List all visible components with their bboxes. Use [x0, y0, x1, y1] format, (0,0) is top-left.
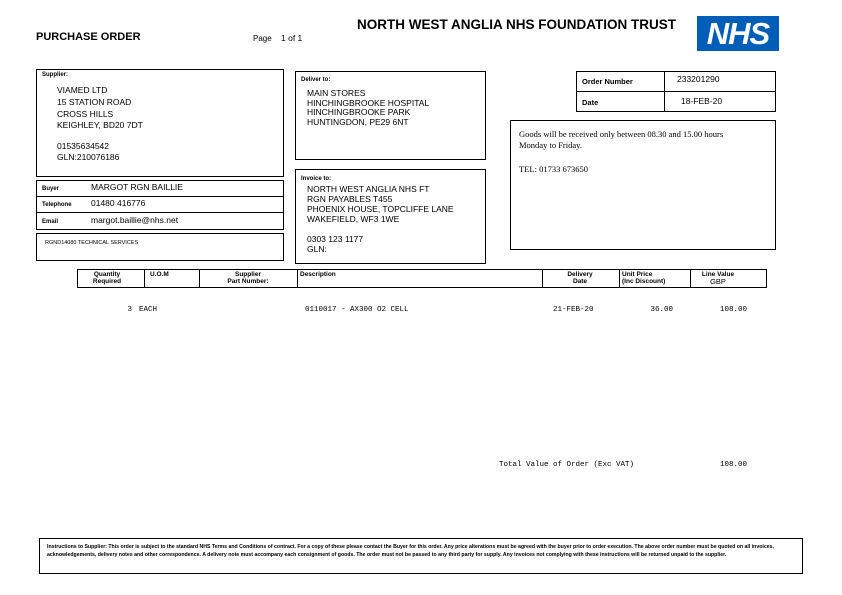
- date-label: Date: [582, 98, 599, 107]
- column-header-quantity: Quantity Required: [92, 271, 122, 285]
- goods-note-telephone: TEL: 01733 673650: [519, 164, 588, 174]
- invoice-to-box: [295, 169, 486, 264]
- buyer-box: [36, 180, 284, 230]
- row-delivery-date: 21-FEB-20: [553, 306, 594, 314]
- supplier-instructions: [39, 538, 803, 574]
- row-uom: EACH: [139, 306, 158, 314]
- total-value: 108.00: [719, 461, 747, 469]
- supplier-address-line: KEIGHLEY, BD20 7DT: [57, 120, 143, 130]
- column-header-unit-price: Unit Price (Inc Discount): [622, 271, 666, 285]
- supplier-address-line: CROSS HILLS: [57, 109, 114, 119]
- invoice-to-line: RGN PAYABLES T455: [307, 194, 393, 204]
- deliver-to-line: HINCHINGBROOKE HOSPITAL: [307, 98, 430, 108]
- goods-note-line: Monday to Friday.: [519, 140, 582, 150]
- column-header-line-value: Line Value GBP: [701, 271, 735, 286]
- invoice-to-label: Invoice to:: [301, 176, 332, 182]
- supplier-label: Supplier:: [42, 72, 69, 78]
- supplier-name: VIAMED LTD: [57, 85, 108, 95]
- department-code: RGND14080 TECHNICAL SERVICES: [45, 240, 139, 246]
- page-number: 1 of 1: [281, 33, 303, 43]
- deliver-to-line: HUNTINGDON, PE29 6NT: [307, 117, 409, 127]
- department-box: [36, 233, 284, 261]
- column-header-description: Description: [300, 271, 336, 278]
- buyer-email[interactable]: margot.baillie@nhs.net: [91, 215, 179, 225]
- deliver-to-line: MAIN STORES: [307, 88, 366, 98]
- goods-note-line: Goods will be received only between 08.30 and 15.00 hours: [519, 129, 724, 139]
- telephone-label: Telephone: [42, 202, 72, 208]
- instructions-text: Instructions to Supplier: This order is subject to the standard NHS Terms and Conditions of contract. For a copy of these please contact the Buyer for this order. Any price alterations must be agreed with the buyer prior to order execution. The above order number must be quoted on all invoices, acknowledgements, delivery notes and other correspondence. A delivery note must accompany each consignment of goods. The order must not be passed to any third party for supply. Any invoices not complying with these instructions will be returned unpaid to the supplier.: [47, 544, 774, 558]
- row-quantity: 3: [127, 306, 132, 314]
- supplier-gln: GLN:210076186: [57, 152, 120, 162]
- row-description: 0110017 - AX300 O2 CELL: [305, 306, 409, 314]
- buyer-name: MARGOT RGN BAILLIE: [91, 182, 183, 192]
- deliver-to-line: HINCHINGBROOKE PARK: [307, 107, 411, 117]
- invoice-to-line: WAKEFIELD, WF3 1WE: [307, 214, 400, 224]
- email-label: Email: [42, 219, 59, 225]
- row-unit-price: 36.00: [650, 306, 673, 314]
- column-header-supplier-part: Supplier Part Number:: [227, 271, 269, 285]
- table-row: [0, 306, 842, 316]
- nhs-logo: NHS: [697, 16, 779, 51]
- buyer-label: Buyer: [42, 186, 60, 192]
- invoice-to-gln: GLN:: [307, 244, 327, 254]
- document-title: PURCHASE ORDER: [36, 31, 141, 43]
- order-date: 18-FEB-20: [681, 96, 723, 106]
- order-number-label: Order Number: [582, 77, 633, 86]
- column-header-uom: U.O.M: [150, 271, 169, 278]
- row-line-value: 108.00: [719, 306, 747, 314]
- goods-receipt-note: [510, 120, 776, 250]
- deliver-to-label: Deliver to:: [301, 77, 331, 83]
- supplier-box: [36, 69, 284, 177]
- total-label: Total Value of Order (Exc VAT): [499, 461, 635, 469]
- supplier-address-line: 15 STATION ROAD: [57, 97, 132, 107]
- order-info-box: [576, 71, 776, 112]
- invoice-to-line: NORTH WEST ANGLIA NHS FT: [307, 184, 430, 194]
- trust-name: NORTH WEST ANGLIA NHS FOUNDATION TRUST: [357, 17, 676, 32]
- page-label: Page: [253, 34, 272, 43]
- invoice-to-line: PHOENIX HOUSE, TOPCLIFFE LANE: [307, 204, 454, 214]
- order-number: 233201290: [677, 74, 720, 84]
- buyer-telephone: 01480 416776: [91, 198, 146, 208]
- invoice-to-phone: 0303 123 1177: [307, 234, 364, 244]
- supplier-phone: 01535634542: [57, 141, 110, 151]
- column-header-delivery-date: Delivery Date: [567, 271, 593, 285]
- deliver-to-box: [295, 71, 486, 160]
